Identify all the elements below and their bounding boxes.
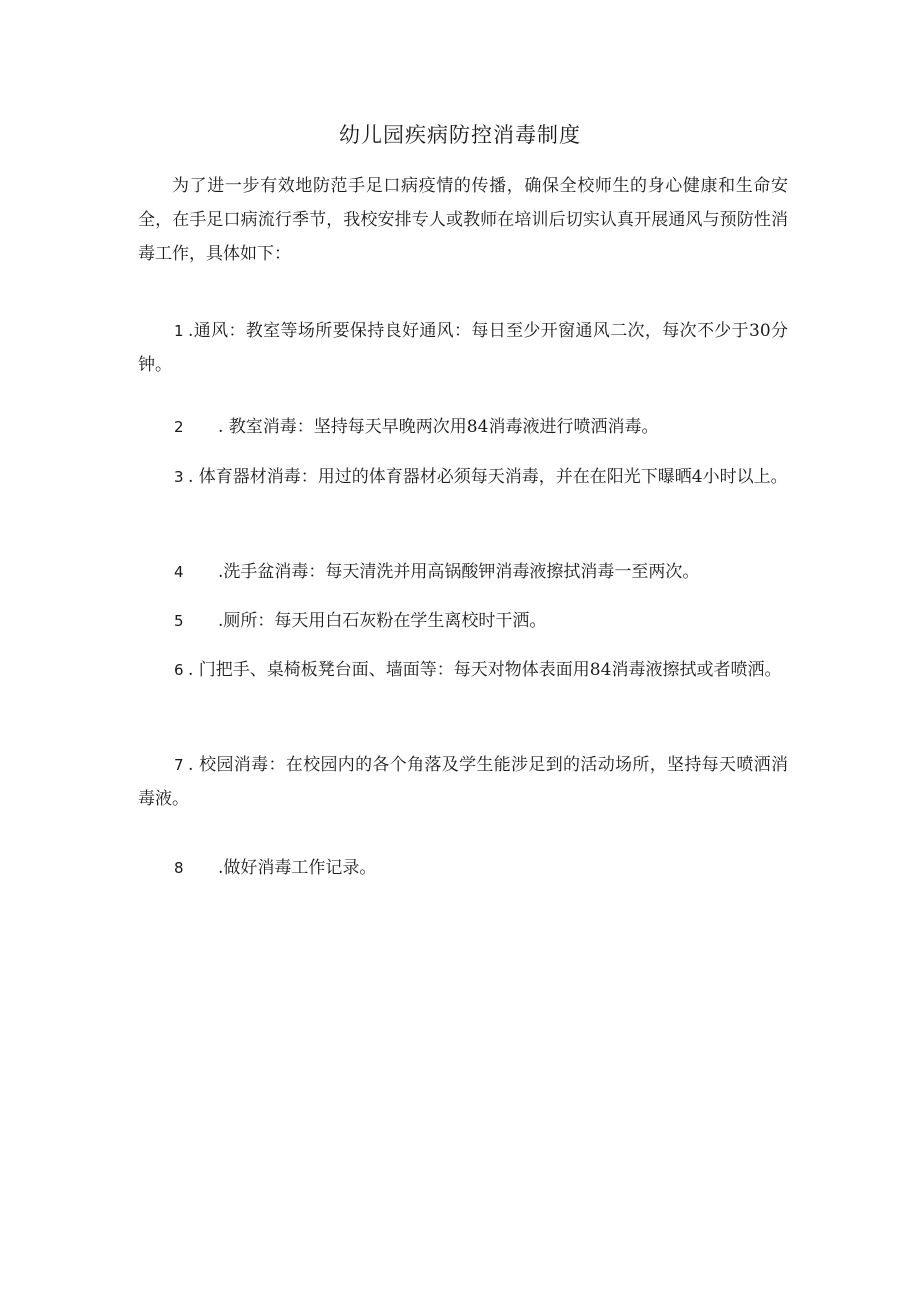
item-number: 8 bbox=[174, 859, 184, 877]
document-title: 幼儿园疾病防控消毒制度 bbox=[339, 123, 581, 147]
item-text: .厕所：每天用白石灰粉在学生离校时干洒。 bbox=[218, 611, 547, 631]
list-item-1 bbox=[138, 314, 788, 382]
item-number: 2 bbox=[174, 418, 184, 436]
item-number: 5 bbox=[174, 612, 184, 630]
item-number: 4 bbox=[174, 563, 184, 581]
item-number: 1 bbox=[174, 322, 184, 340]
item-number: 6 bbox=[174, 661, 184, 679]
item-text: .通风：教室等场所要保持良好通风：每日至少开窗通风二次，每次不少于30分钟。 bbox=[138, 321, 788, 375]
item-text: . 教室消毒：坚持每天早晚两次用84消毒液进行喷洒消毒。 bbox=[218, 417, 659, 437]
list-item-3 bbox=[138, 460, 788, 494]
item-text: . 校园消毒：在校园内的各个角落及学生能涉足到的活动场所，坚持每天喷洒消毒液。 bbox=[138, 755, 788, 809]
item-text: .做好消毒工作记录。 bbox=[218, 858, 377, 878]
list-item-4 bbox=[138, 555, 788, 589]
list-item-2 bbox=[138, 410, 788, 444]
list-item-7 bbox=[138, 748, 788, 816]
item-text: .洗手盆消毒：每天清洗并用高锅酸钾消毒液擦拭消毒一至两次。 bbox=[218, 562, 700, 582]
item-text: . 体育器材消毒：用过的体育器材必须每天消毒，并在在阳光下曝晒4小时以上。 bbox=[188, 467, 788, 487]
item-number: 7 bbox=[174, 756, 184, 774]
list-item-5 bbox=[138, 604, 788, 638]
intro-paragraph: 为了进一步有效地防范手足口病疫情的传播，确保全校师生的身心健康和生命安全，在手足口病流行季节，我校安排专人或教师在培训后切实认真开展通风与预防性消毒工作，具体如下： bbox=[138, 176, 788, 264]
item-number: 3 bbox=[174, 468, 184, 486]
item-text: . 门把手、桌椅板凳台面、墙面等：每天对物体表面用84消毒液擦拭或者喷洒。 bbox=[188, 660, 782, 680]
list-item-8 bbox=[138, 851, 788, 885]
list-item-6 bbox=[138, 653, 788, 687]
